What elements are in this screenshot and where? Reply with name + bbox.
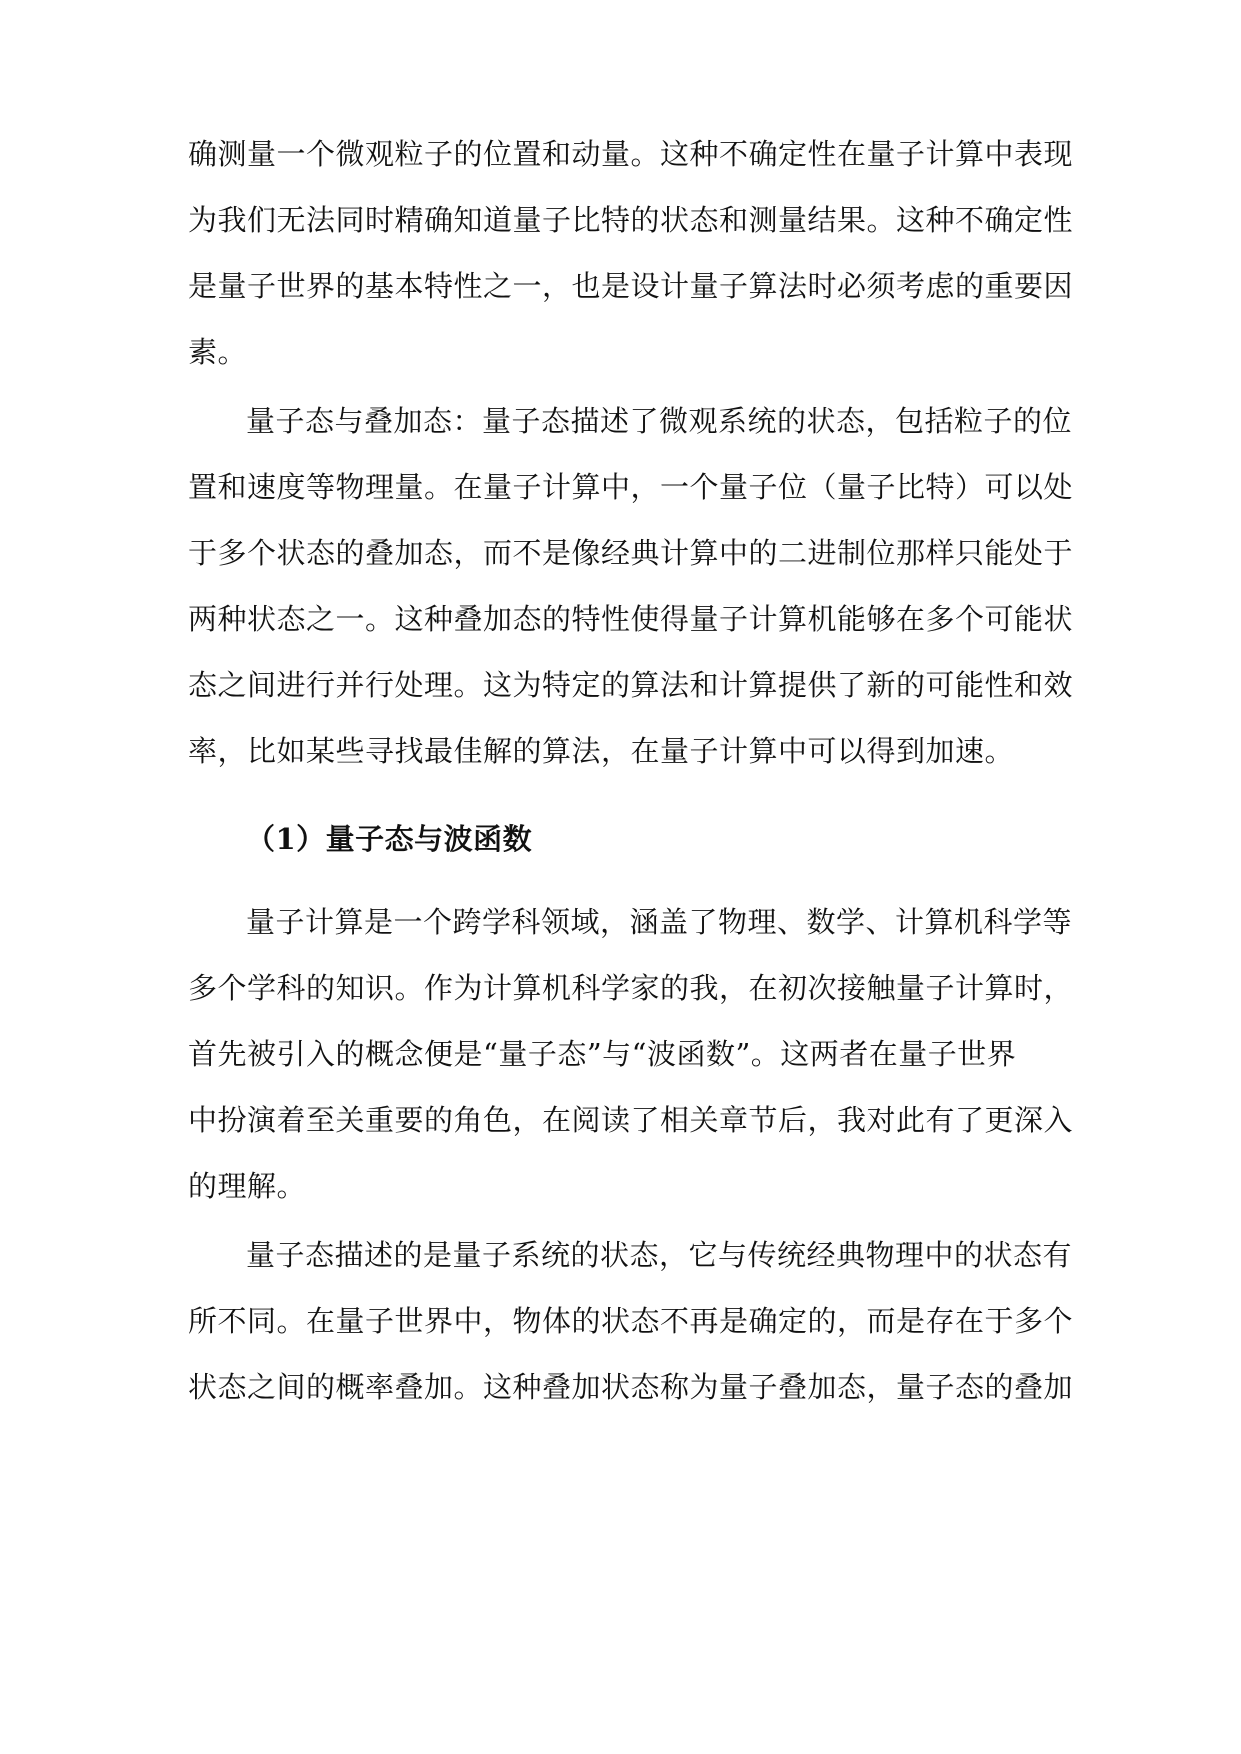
- text-line: 状态之间的概率叠加。这种叠加状态称为量子叠加态，量子态的叠加: [188, 1370, 1074, 1404]
- text-line: 确测量一个微观粒子的位置和动量。这种不确定性在量子计算中表现: [188, 137, 1074, 171]
- text-line: 中扮演着至关重要的角色，在阅读了相关章节后，我对此有了更深入: [188, 1103, 1074, 1137]
- text-line: 是量子世界的基本特性之一，也是设计量子算法时必须考虑的重要因: [188, 269, 1074, 303]
- text-line: 为我们无法同时精确知道量子比特的状态和测量结果。这种不确定性: [188, 203, 1074, 237]
- text-line: 态之间进行并行处理。这为特定的算法和计算提供了新的可能性和效: [188, 668, 1074, 702]
- section-heading: （1）量子态与波函数: [246, 822, 533, 856]
- text-line: 首先被引入的概念便是“量子态”与“波函数”。这两者在量子世界: [188, 1037, 1017, 1071]
- text-line: 所不同。在量子世界中，物体的状态不再是确定的，而是存在于多个: [188, 1304, 1074, 1338]
- text-line: 于多个状态的叠加态，而不是像经典计算中的二进制位那样只能处于: [188, 536, 1074, 570]
- text-line: 置和速度等物理量。在量子计算中，一个量子位（量子比特）可以处: [188, 470, 1074, 504]
- text-line: 的理解。: [188, 1169, 307, 1203]
- text-line: 量子态与叠加态：量子态描述了微观系统的状态，包括粒子的位: [246, 404, 1073, 438]
- text-line: 素。: [188, 335, 248, 369]
- text-line: 量子计算是一个跨学科领域，涵盖了物理、数学、计算机科学等: [246, 905, 1073, 939]
- text-line: 率，比如某些寻找最佳解的算法，在量子计算中可以得到加速。: [188, 734, 1015, 768]
- text-line: 多个学科的知识。作为计算机科学家的我，在初次接触量子计算时，: [188, 971, 1074, 1005]
- text-line: 两种状态之一。这种叠加态的特性使得量子计算机能够在多个可能状: [188, 602, 1074, 636]
- text-line: 量子态描述的是量子系统的状态，它与传统经典物理中的状态有: [246, 1238, 1073, 1272]
